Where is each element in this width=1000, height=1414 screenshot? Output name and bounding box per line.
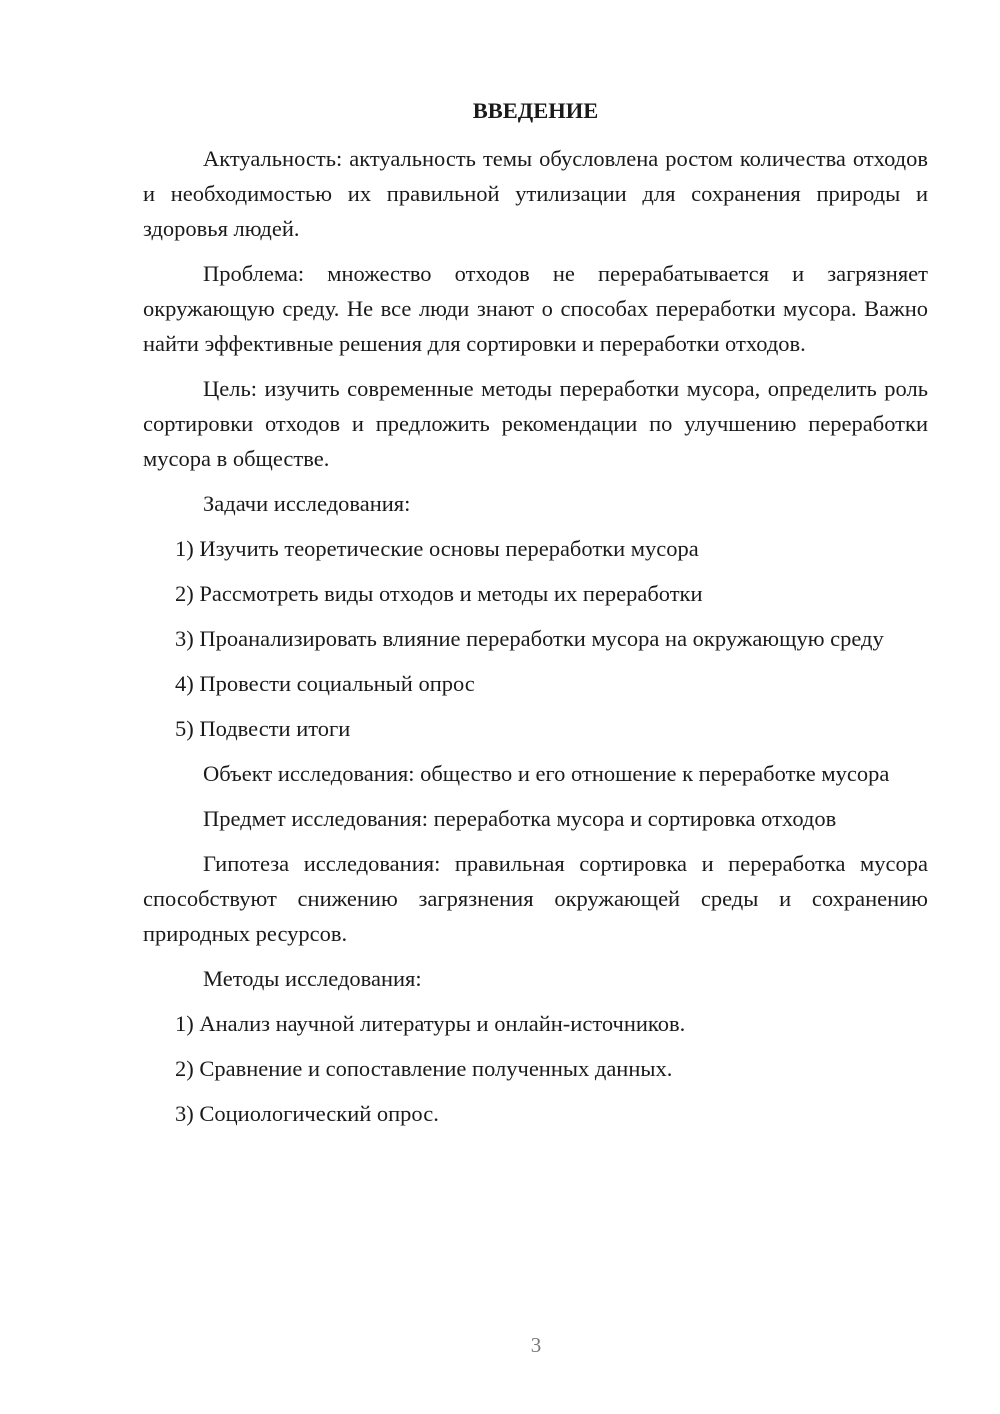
method-item: 3) Социологический опрос. bbox=[175, 1101, 439, 1126]
object-paragraph: Объект исследования: общество и его отношение к переработке мусора bbox=[203, 761, 890, 786]
task-item: 5) Подвести итоги bbox=[175, 716, 351, 741]
problem-paragraph: Проблема: множество отходов не перерабатывается и загрязняет окружающую среду. Не все люди знают о способах переработки мусора. Важно найти эффективные решения для сортировки и переработки отходов. bbox=[143, 261, 928, 356]
methods-heading: Методы исследования: bbox=[203, 966, 422, 991]
page-number: 3 bbox=[530, 1333, 542, 1357]
task-item: 2) Рассмотреть виды отходов и методы их переработки bbox=[175, 581, 703, 606]
task-item: 4) Провести социальный опрос bbox=[175, 671, 475, 696]
task-item: 3) Проанализировать влияние переработки мусора на окружающую среду bbox=[175, 626, 884, 651]
hypothesis-paragraph: Гипотеза исследования: правильная сортировка и переработка мусора способствуют снижению загрязнения окружающей среды и сохранению природных ресурсов. bbox=[143, 851, 928, 946]
task-item: 1) Изучить теоретические основы переработки мусора bbox=[175, 536, 699, 561]
method-item: 2) Сравнение и сопоставление полученных данных. bbox=[175, 1056, 673, 1081]
document-page bbox=[143, 96, 928, 1141]
relevance-paragraph: Актуальность: актуальность темы обусловлена ростом количества отходов и необходимостью их правильной утилизации для сохранения природы и здоровья людей. bbox=[143, 146, 928, 241]
tasks-heading: Задачи исследования: bbox=[203, 491, 411, 516]
page-title: ВВЕДЕНИЕ bbox=[472, 98, 599, 123]
method-item: 1) Анализ научной литературы и онлайн-источников. bbox=[175, 1011, 686, 1036]
subject-paragraph: Предмет исследования: переработка мусора и сортировка отходов bbox=[203, 806, 837, 831]
goal-paragraph: Цель: изучить современные методы переработки мусора, определить роль сортировки отходов и предложить рекомендации по улучшению переработки мусора в обществе. bbox=[143, 376, 928, 471]
